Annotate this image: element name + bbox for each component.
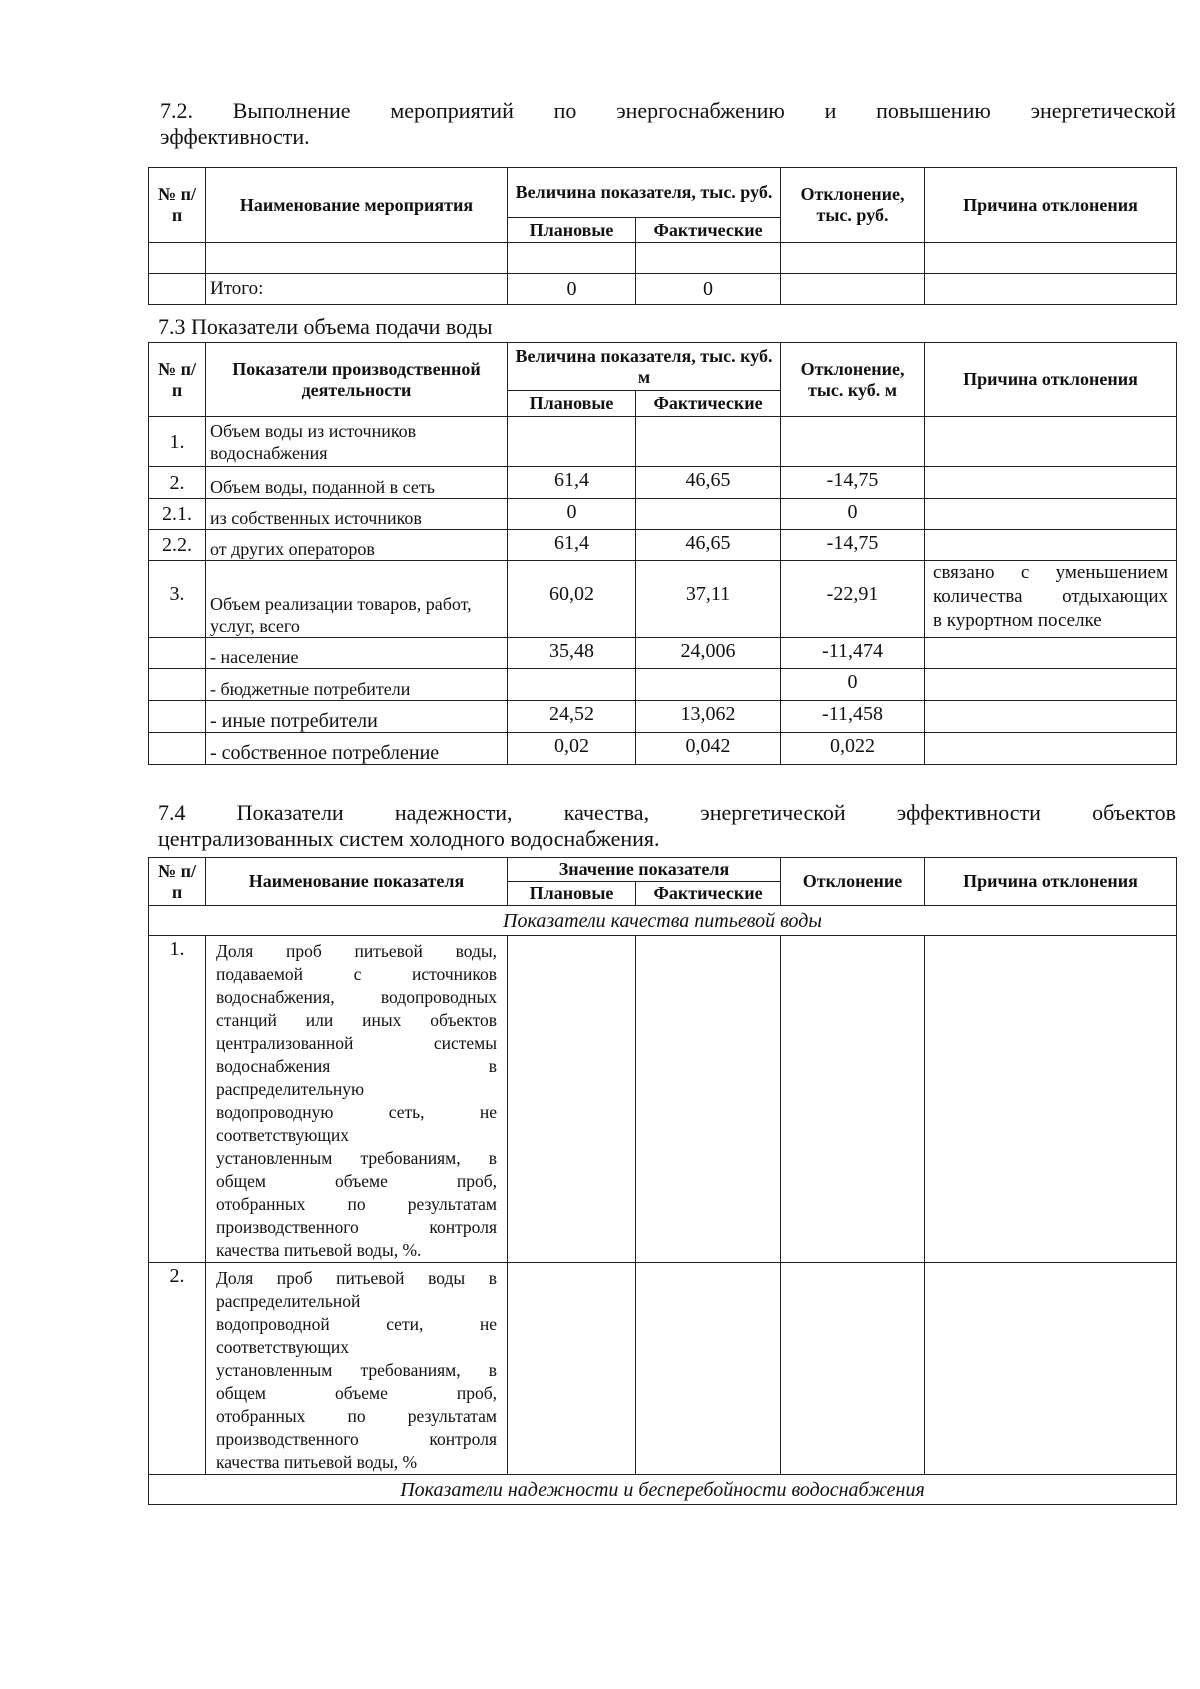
row-reason bbox=[925, 530, 1177, 561]
row-fact bbox=[636, 417, 781, 467]
row-fact: 46,65 bbox=[636, 467, 781, 499]
table-row bbox=[149, 669, 1177, 701]
name-line: отобранных по результатам bbox=[216, 1406, 497, 1426]
row-plan bbox=[508, 417, 636, 467]
table-row bbox=[149, 561, 1177, 638]
row-fact: 13,062 bbox=[636, 701, 781, 733]
name-line: качества питьевой воды, %. bbox=[216, 1240, 422, 1260]
row-plan: 24,52 bbox=[508, 701, 636, 733]
row-fact: 37,11 bbox=[636, 561, 781, 638]
name-line: Доля проб питьевой воды, bbox=[216, 941, 497, 961]
name-line: производственного контроля bbox=[216, 1217, 497, 1237]
row-num bbox=[149, 669, 206, 701]
heading-word: энергетической bbox=[1030, 98, 1176, 123]
table-row bbox=[149, 733, 1177, 765]
row-num bbox=[149, 701, 206, 733]
col-header-deviation: Отклонение, тыс. куб. м bbox=[781, 343, 925, 417]
row-reason bbox=[925, 561, 1177, 638]
heading-line-2: централизованных систем холодного водоснабжения. bbox=[158, 826, 660, 851]
col-header-num: № п/п bbox=[149, 168, 206, 243]
col-header-reason: Причина отклонения bbox=[925, 168, 1177, 243]
row-reason bbox=[925, 467, 1177, 499]
name-line: качества питьевой воды, % bbox=[216, 1452, 418, 1472]
row-reason bbox=[925, 499, 1177, 530]
table-row-empty bbox=[149, 243, 1177, 274]
col-header-deviation: Отклонение bbox=[781, 858, 925, 906]
row-deviation: -22,91 bbox=[781, 561, 925, 638]
reason-line: в курортном поселке bbox=[933, 610, 1102, 631]
name-line: соответствующих bbox=[216, 1125, 349, 1145]
name-line: централизованной системы bbox=[216, 1033, 497, 1053]
name-line: водопроводную сеть, не bbox=[216, 1102, 497, 1122]
row-num: 2.2. bbox=[149, 530, 206, 561]
table-7-4 bbox=[148, 857, 1177, 1505]
row-plan: 0 bbox=[508, 499, 636, 530]
row-name bbox=[206, 1263, 508, 1475]
row-name: - население bbox=[206, 638, 508, 669]
row-name: из собственных источников bbox=[206, 499, 508, 530]
col-header-value-group: Величина показателя, тыс. руб. bbox=[508, 168, 781, 218]
table-row-total bbox=[149, 274, 1177, 305]
heading-word: 7.2. bbox=[160, 98, 193, 123]
name-line: Доля проб питьевой воды в bbox=[216, 1268, 497, 1288]
heading-line-2: эффективности. bbox=[160, 124, 310, 149]
name-line: станций или иных объектов bbox=[216, 1010, 497, 1030]
heading-word: качества, bbox=[563, 800, 650, 825]
row-num: 1. bbox=[149, 936, 206, 1263]
col-header-value-group: Величина показателя, тыс. куб. м bbox=[508, 343, 781, 391]
col-header-name: Наименование мероприятия bbox=[206, 168, 508, 243]
name-line: водопроводной сети, не bbox=[216, 1314, 497, 1334]
table-row bbox=[149, 936, 1177, 1263]
section-subheader-row bbox=[149, 1475, 1177, 1505]
heading-word: 7.4 bbox=[158, 800, 186, 825]
name-line: подаваемой с источников bbox=[216, 964, 497, 984]
row-name: Объем воды из источников водоснабжения bbox=[206, 417, 508, 467]
row-name: Объем реализации товаров, работ, услуг, всего bbox=[206, 561, 508, 638]
heading-word: надежности, bbox=[394, 800, 513, 825]
total-plan: 0 bbox=[508, 274, 636, 305]
row-name: Объем воды, поданной в сеть bbox=[206, 467, 508, 499]
row-deviation: -14,75 bbox=[781, 530, 925, 561]
col-header-value-group: Значение показателя bbox=[508, 858, 781, 882]
row-name: - бюджетные потребители bbox=[206, 669, 508, 701]
name-line: установленным требованиям, в bbox=[216, 1148, 497, 1168]
row-plan: 61,4 bbox=[508, 530, 636, 561]
heading-word: энергетической bbox=[700, 800, 846, 825]
row-num: 1. bbox=[149, 417, 206, 467]
name-line: отобранных по результатам bbox=[216, 1194, 497, 1214]
table-7-3 bbox=[148, 342, 1177, 765]
name-line: общем объеме проб, bbox=[216, 1171, 497, 1191]
heading-word: повышению bbox=[876, 98, 991, 123]
reason-line: связано с уменьшением bbox=[933, 562, 1169, 583]
row-reason bbox=[925, 701, 1177, 733]
row-num: 2. bbox=[149, 467, 206, 499]
row-num: 3. bbox=[149, 561, 206, 638]
section-subheader-row bbox=[149, 906, 1177, 936]
col-header-fact: Фактические bbox=[636, 882, 781, 906]
name-line: распределительной bbox=[216, 1291, 361, 1311]
row-reason bbox=[925, 417, 1177, 467]
name-line: водоснабжения в bbox=[216, 1056, 497, 1076]
col-header-plan: Плановые bbox=[508, 391, 636, 417]
row-name: - собственное потребление bbox=[206, 733, 508, 765]
row-deviation: 0 bbox=[781, 499, 925, 530]
col-header-deviation: Отклонение, тыс. руб. bbox=[781, 168, 925, 243]
table-7-2 bbox=[148, 167, 1177, 305]
table-row bbox=[149, 701, 1177, 733]
section-7-2-heading bbox=[160, 98, 1176, 150]
col-header-name: Наименование показателя bbox=[206, 858, 508, 906]
reliability-subheader: Показатели надежности и бесперебойности водоснабжения bbox=[149, 1475, 1177, 1505]
col-header-fact: Фактические bbox=[636, 218, 781, 243]
name-line: водоснабжения, водопроводных bbox=[216, 987, 497, 1007]
quality-subheader: Показатели качества питьевой воды bbox=[149, 906, 1177, 936]
row-deviation: 0 bbox=[781, 669, 925, 701]
row-fact: 46,65 bbox=[636, 530, 781, 561]
row-fact bbox=[636, 669, 781, 701]
heading-word: по bbox=[553, 98, 577, 123]
name-line: распределительную bbox=[216, 1079, 365, 1099]
name-line: общем объеме проб, bbox=[216, 1383, 497, 1403]
row-plan bbox=[508, 669, 636, 701]
row-plan: 61,4 bbox=[508, 467, 636, 499]
col-header-fact: Фактические bbox=[636, 391, 781, 417]
section-7-4-heading bbox=[158, 800, 1176, 852]
table-row bbox=[149, 499, 1177, 530]
row-fact bbox=[636, 499, 781, 530]
row-plan: 0,02 bbox=[508, 733, 636, 765]
heading-word: мероприятий bbox=[390, 98, 514, 123]
col-header-plan: Плановые bbox=[508, 218, 636, 243]
col-header-num: № п/п bbox=[149, 343, 206, 417]
name-line: соответствующих bbox=[216, 1337, 349, 1357]
total-fact: 0 bbox=[636, 274, 781, 305]
row-name bbox=[206, 936, 508, 1263]
row-fact: 24,006 bbox=[636, 638, 781, 669]
table-row bbox=[149, 417, 1177, 467]
section-7-3-heading: 7.3 Показатели объема подачи воды bbox=[158, 314, 493, 339]
total-label: Итого: bbox=[206, 274, 508, 305]
col-header-plan: Плановые bbox=[508, 882, 636, 906]
row-deviation bbox=[781, 417, 925, 467]
table-row bbox=[149, 530, 1177, 561]
reason-line: количества отдыхающих bbox=[933, 586, 1169, 607]
row-plan: 60,02 bbox=[508, 561, 636, 638]
row-reason bbox=[925, 733, 1177, 765]
heading-word: и bbox=[824, 98, 837, 123]
row-num bbox=[149, 733, 206, 765]
row-name: от других операторов bbox=[206, 530, 508, 561]
row-deviation: 0,022 bbox=[781, 733, 925, 765]
row-deviation: -11,474 bbox=[781, 638, 925, 669]
row-num: 2. bbox=[149, 1263, 206, 1475]
row-name: - иные потребители bbox=[206, 701, 508, 733]
row-deviation: -14,75 bbox=[781, 467, 925, 499]
col-header-reason: Причина отклонения bbox=[925, 858, 1177, 906]
row-reason bbox=[925, 638, 1177, 669]
row-fact: 0,042 bbox=[636, 733, 781, 765]
col-header-num: № п/п bbox=[149, 858, 206, 906]
heading-word: Выполнение bbox=[232, 98, 351, 123]
heading-word: объектов bbox=[1092, 800, 1176, 825]
heading-word: энергоснабжению bbox=[616, 98, 785, 123]
col-header-name: Показатели производственной деятельности bbox=[206, 343, 508, 417]
row-deviation: -11,458 bbox=[781, 701, 925, 733]
heading-word: эффективности bbox=[896, 800, 1041, 825]
table-row bbox=[149, 638, 1177, 669]
row-reason bbox=[925, 669, 1177, 701]
name-line: установленным требованиям, в bbox=[216, 1360, 497, 1380]
row-plan: 35,48 bbox=[508, 638, 636, 669]
row-num bbox=[149, 638, 206, 669]
heading-word: Показатели bbox=[236, 800, 344, 825]
row-num: 2.1. bbox=[149, 499, 206, 530]
col-header-reason: Причина отклонения bbox=[925, 343, 1177, 417]
name-line: производственного контроля bbox=[216, 1429, 497, 1449]
table-row bbox=[149, 1263, 1177, 1475]
table-row bbox=[149, 467, 1177, 499]
